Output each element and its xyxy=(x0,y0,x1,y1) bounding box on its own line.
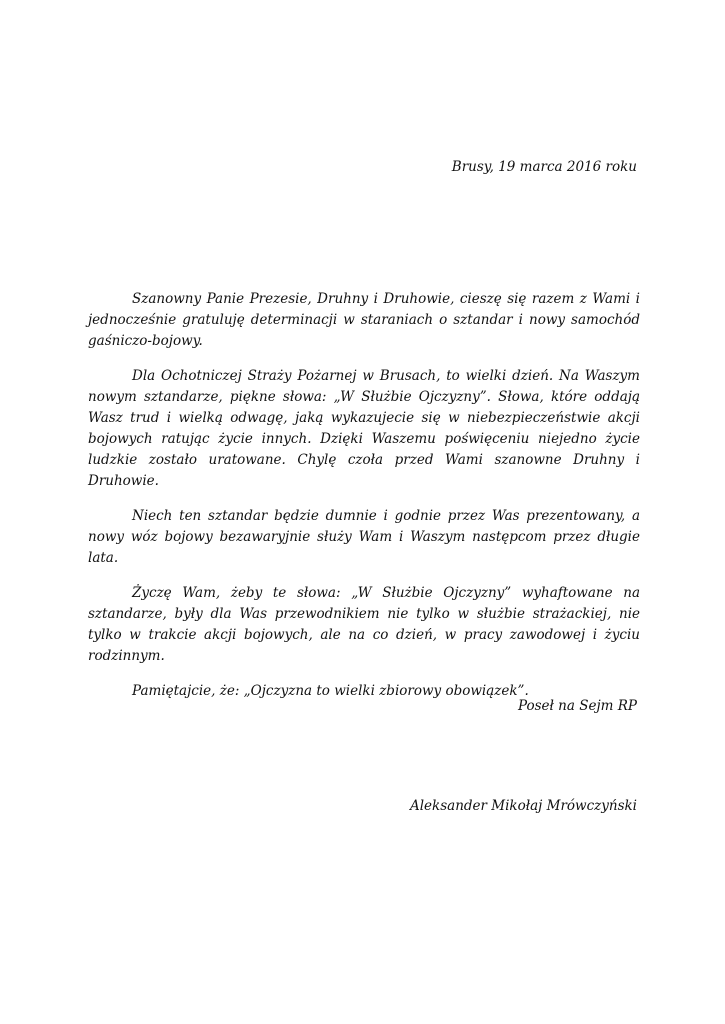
author-signature: Aleksander Mikołaj Mrówczyński xyxy=(409,798,637,814)
paragraph-closing-quote: Pamiętajcie, że: „Ojczyzna to wielki zbiorowy obowiązek”. xyxy=(132,683,529,699)
paragraph-greeting: Szanowny Panie Prezesie, Druhny i Druhowie, cieszę się razem z Wami i jednocześnie gratuluję determinacji w staraniach o sztandar i nowy samochód gaśniczo-bojowy. xyxy=(88,291,640,349)
paragraph-banner: Dla Ochotniczej Straży Pożarnej w Brusach, to wielki dzień. Na Waszym nowym sztandarze, piękne słowa: „W Służbie Ojczyzny”. Słowa, które oddają Wasz trud i wielką odwagę, jaką wykazujecie się w niebezpieczeństwie akcji bojowych ratując życie innych. Dzięki Waszemu poświęceniu niejedno życie ludzkie zostało uratowane. Chylę czoła przed Wami szanowne Druhny i Druhowie. xyxy=(88,368,640,489)
date-line: Brusy, 19 marca 2016 roku xyxy=(451,159,637,175)
paragraph-wishes: Niech ten sztandar będzie dumnie i godnie przez Was prezentowany, a nowy wóz bojowy bezawaryjnie służy Wam i Waszym następcom przez długie lata. xyxy=(88,508,640,566)
paragraph-motto: Życzę Wam, żeby te słowa: „W Służbie Ojczyzny” wyhaftowane na sztandarze, były dla Was przewodnikiem nie tylko w służbie strażackiej, nie tylko w trakcie akcji bojowych, ale na co dzień, w pracy zawodowej i życiu rodzinnym. xyxy=(88,585,640,664)
author-position: Poseł na Sejm RP xyxy=(517,698,637,714)
letter-body xyxy=(88,289,640,716)
